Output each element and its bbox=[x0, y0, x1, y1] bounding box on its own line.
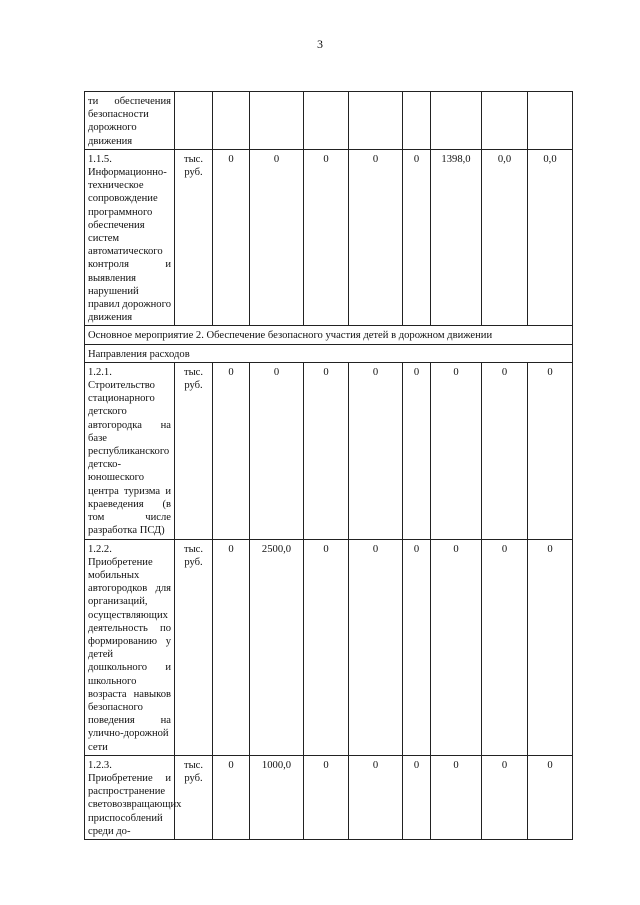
value-cell: 0 bbox=[250, 149, 304, 326]
value-cell bbox=[431, 92, 482, 150]
budget-table bbox=[84, 91, 573, 840]
unit-cell: тыс. руб. bbox=[175, 149, 213, 326]
value-cell: 0 bbox=[304, 149, 349, 326]
value-cell: 0 bbox=[482, 539, 528, 755]
value-cell: 0 bbox=[403, 362, 431, 539]
value-cell bbox=[349, 92, 403, 150]
row-name: 1.2.3. Приобретение и распространение световозвращающих приспособлений среди до- bbox=[85, 755, 175, 839]
table-group-measure-1 bbox=[85, 149, 573, 326]
value-cell: 1000,0 bbox=[250, 755, 304, 839]
value-cell: 0 bbox=[528, 539, 573, 755]
unit-cell: тыс. руб. bbox=[175, 539, 213, 755]
value-cell: 0 bbox=[528, 755, 573, 839]
value-cell: 0 bbox=[304, 755, 349, 839]
row-name: 1.2.1. Строительство стационарного детского автогородка на базе республиканского детско-юношеского центра туризма и краеведения (в том числе разработка ПСД) bbox=[85, 362, 175, 539]
value-cell: 0 bbox=[403, 539, 431, 755]
value-cell: 0 bbox=[213, 539, 250, 755]
value-cell: 0 bbox=[482, 755, 528, 839]
table-row bbox=[85, 539, 573, 755]
value-cell bbox=[250, 92, 304, 150]
expense-header-row bbox=[85, 344, 573, 362]
section-header: Основное мероприятие 2. Обеспечение безопасного участия детей в дорожном движении bbox=[85, 326, 573, 344]
page-number: 3 bbox=[317, 37, 323, 51]
value-cell bbox=[482, 92, 528, 150]
value-cell: 0 bbox=[349, 362, 403, 539]
table-row bbox=[85, 362, 573, 539]
table-row bbox=[85, 149, 573, 326]
table-row bbox=[85, 755, 573, 839]
value-cell: 0 bbox=[213, 149, 250, 326]
value-cell: 0,0 bbox=[482, 149, 528, 326]
value-cell bbox=[528, 92, 573, 150]
section-header-row bbox=[85, 326, 573, 344]
unit-cell bbox=[175, 92, 213, 150]
value-cell: 0 bbox=[349, 755, 403, 839]
row-name: ти обеспечения безопасности дорожного движения bbox=[85, 92, 175, 150]
value-cell: 0 bbox=[213, 755, 250, 839]
value-cell: 0 bbox=[482, 362, 528, 539]
value-cell: 0 bbox=[403, 149, 431, 326]
expense-header: Направления расходов bbox=[85, 344, 573, 362]
value-cell bbox=[304, 92, 349, 150]
unit-cell: тыс. руб. bbox=[175, 755, 213, 839]
table-body bbox=[85, 92, 573, 150]
continuation-row bbox=[85, 92, 573, 150]
value-cell: 0 bbox=[528, 362, 573, 539]
value-cell: 0 bbox=[304, 362, 349, 539]
value-cell bbox=[213, 92, 250, 150]
table-group-measure-2 bbox=[85, 362, 573, 839]
value-cell bbox=[403, 92, 431, 150]
value-cell: 0 bbox=[431, 362, 482, 539]
value-cell: 0 bbox=[213, 362, 250, 539]
row-name: 1.2.2. Приобретение мобильных автогородков для организаций, осуществляющих деятельность по формированию у детей дошкольного и школьного возраста навыков безопасного поведения на улично-дорожной сети bbox=[85, 539, 175, 755]
unit-cell: тыс. руб. bbox=[175, 362, 213, 539]
value-cell: 0 bbox=[349, 149, 403, 326]
value-cell: 0 bbox=[431, 539, 482, 755]
value-cell: 0,0 bbox=[528, 149, 573, 326]
value-cell: 0 bbox=[304, 539, 349, 755]
section-block bbox=[85, 326, 573, 362]
value-cell: 1398,0 bbox=[431, 149, 482, 326]
value-cell: 2500,0 bbox=[250, 539, 304, 755]
value-cell: 0 bbox=[431, 755, 482, 839]
row-name: 1.1.5. Информационно-техническое сопровождение программного обеспечения систем автоматического контроля и выявления нарушений правил дорожного движения bbox=[85, 149, 175, 326]
value-cell: 0 bbox=[349, 539, 403, 755]
value-cell: 0 bbox=[403, 755, 431, 839]
value-cell: 0 bbox=[250, 362, 304, 539]
